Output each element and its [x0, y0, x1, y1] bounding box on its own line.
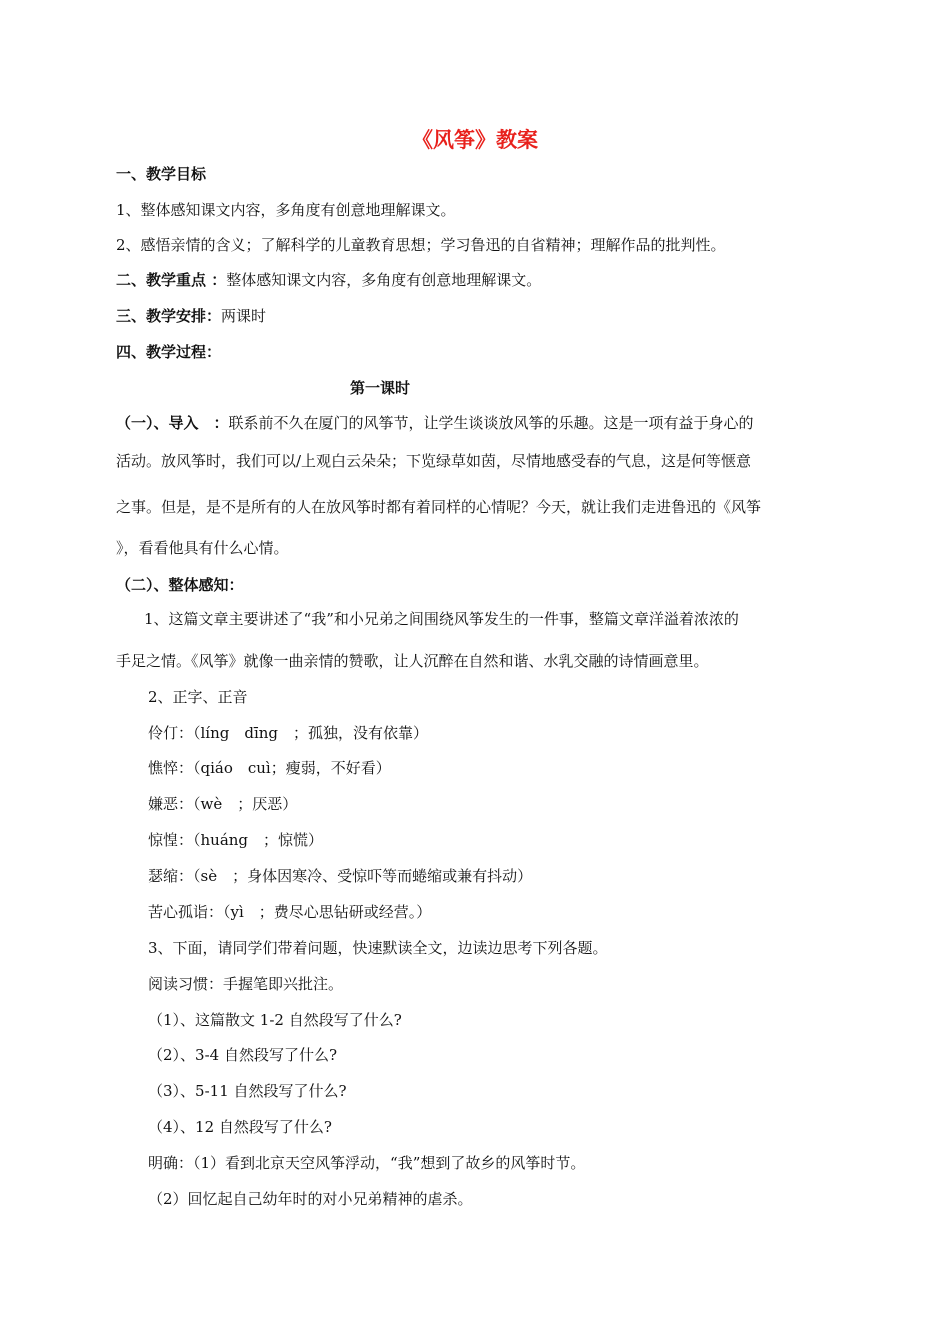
vocab-item: 嫌恶：（wè ；厌恶） — [148, 795, 298, 813]
vocab-item: 苦心孤诣：（yì ；费尽心思钻研或经营。） — [148, 903, 432, 921]
part1-line-1 — [116, 413, 846, 433]
section2 — [116, 270, 846, 290]
part2-heading: （二）、整体感知： — [116, 576, 244, 594]
vocab-item: 惊惶：（huáng ；惊慌） — [148, 831, 324, 849]
vocab-item: 伶仃：（líng dīng ；孤独，没有依靠） — [148, 724, 429, 742]
goal-1: 1、整体感知课文内容，多角度有创意地理解课文。 — [116, 201, 456, 219]
section4-heading: 四、教学过程： — [116, 343, 222, 361]
vocab-item: 瑟缩：（sè ；身体因寒冷、受惊吓等而蜷缩或兼有抖动） — [148, 867, 533, 885]
section3 — [116, 306, 846, 326]
part1-line-2: 活动。放风筝时，我们可以/上观白云朵朵；下览绿草如茵，尽情地感受春的气息，这是何等惬意 — [116, 452, 752, 470]
lesson-heading: 第一课时 — [349, 379, 410, 397]
section3-heading: 三、教学安排： — [116, 307, 222, 325]
question-item: （2）、3-4 自然段写了什么? — [148, 1046, 338, 1064]
section1-heading: 一、教学目标 — [116, 165, 207, 183]
part1-text-1: 联系前不久在厦门的风筝节，让学生谈谈放风筝的乐趣。这是一项有益于身心的 — [228, 414, 754, 432]
paragraph3: 3、下面，请同学们带着问题，快速默读全文，边读边思考下列各题。 — [148, 939, 608, 957]
document-title: 《风筝》教案 — [412, 128, 538, 152]
answer-1: 明确：（1）看到北京天空风筝浮动，“我”想到了故乡的风筝时节。 — [148, 1154, 586, 1172]
part1-heading: （一）、导入 ： — [116, 414, 229, 432]
section2-heading: 二、教学重点 ： — [116, 271, 227, 289]
goal-2: 2、感悟亲情的含义；了解科学的儿童教育思想；学习鲁迅的自省精神；理解作品的批判性。 — [116, 236, 726, 254]
paragraph2: 2、正字、正音 — [148, 688, 248, 706]
paragraph1-line-1: 1、这篇文章主要讲述了“我”和小兄弟之间围绕风筝发生的一件事，整篇文章洋溢着浓浓的 — [144, 610, 739, 628]
question-item: （3）、5-11 自然段写了什么? — [148, 1082, 347, 1100]
section2-text: 整体感知课文内容，多角度有创意地理解课文。 — [226, 271, 542, 289]
reading-habit: 阅读习惯：手握笔即兴批注。 — [148, 975, 344, 993]
section3-text: 两课时 — [221, 307, 267, 325]
paragraph1-line-2: 手足之情。《风筝》就像一曲亲情的赞歌，让人沉醉在自然和谐、水乳交融的诗情画意里。 — [116, 652, 709, 670]
vocab-item: 憔悴：（qiáo cuì；瘦弱，不好看） — [148, 759, 391, 777]
part1-line-3: 之事。但是，是不是所有的人在放风筝时都有着同样的心情呢？今天，就让我们走进鲁迅的《风筝 — [116, 498, 762, 516]
part1-line-4: 》，看看他具有什么心情。 — [116, 539, 289, 557]
question-item: （1）、这篇散文 1-2 自然段写了什么? — [148, 1011, 402, 1029]
answer-2: （2）回忆起自己幼年时的对小兄弟精神的虐杀。 — [148, 1190, 473, 1208]
question-item: （4）、12 自然段写了什么? — [148, 1118, 332, 1136]
